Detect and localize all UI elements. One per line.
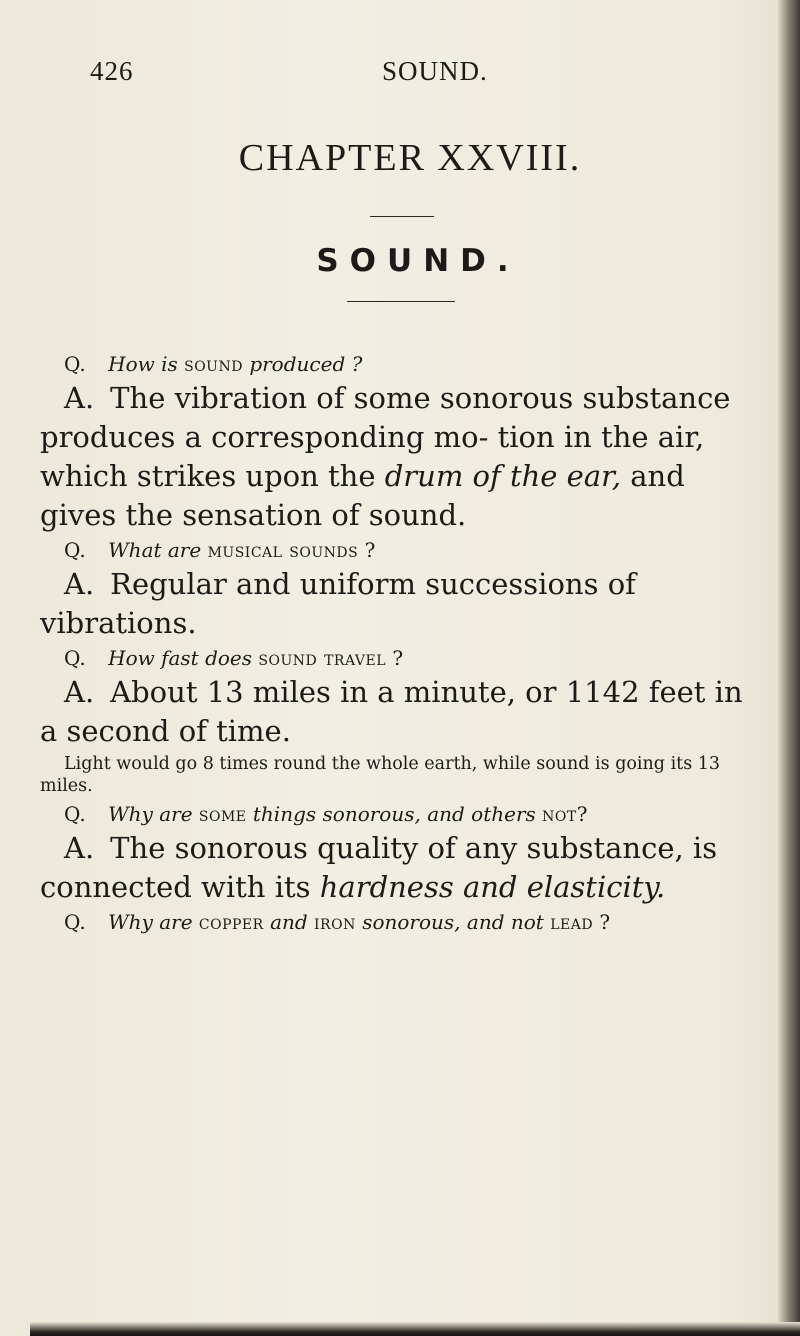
question-label: Q. (64, 538, 86, 562)
question-text: ? (364, 538, 376, 562)
question-5 (40, 907, 752, 937)
question-text: How is (108, 352, 178, 376)
question-text: How fast does (108, 646, 253, 670)
question-label: Q. (64, 910, 86, 934)
question-4 (40, 799, 752, 829)
answer-2 (40, 565, 752, 643)
answer-text: and gives the sensation of sound. (40, 459, 685, 532)
question-keyword: not (542, 802, 577, 826)
question-text: ? (576, 802, 588, 826)
question-1 (40, 349, 752, 379)
answer-4 (40, 829, 752, 907)
question-text: ? (392, 646, 404, 670)
answer-text: About 13 miles in a minute, or 1142 feet in a second of time. (40, 675, 743, 748)
answer-label: A. (64, 567, 95, 601)
answer-emphasis: hardness and elasticity. (319, 870, 666, 904)
rule-above-title (370, 216, 434, 217)
question-text: things sonorous, and others (252, 802, 536, 826)
answer-text: The vibration of some sonorous substance produces a corresponding mo- tion in the air, which strikes upon the (40, 381, 731, 493)
answer-3 (40, 673, 752, 751)
question-keyword: sound travel (258, 646, 386, 670)
question-text: and (270, 910, 308, 934)
question-keyword: lead (550, 910, 594, 934)
body-text (40, 349, 752, 937)
question-text: ? (599, 910, 611, 934)
question-keyword: musical sounds (207, 538, 359, 562)
page-edge-shadow (778, 0, 800, 1336)
question-text: Why are (108, 802, 193, 826)
answer-emphasis: drum of the ear, (384, 459, 622, 493)
question-text: Why are (108, 910, 193, 934)
answer-label: A. (64, 381, 95, 415)
rule-below-title (347, 301, 455, 302)
answer-label: A. (64, 831, 95, 865)
answer-label: A. (64, 675, 95, 709)
answer-text: The sonorous quality of any substance, is connected with its (40, 831, 718, 904)
page-bottom-shadow (30, 1322, 800, 1336)
question-keyword: copper (198, 910, 264, 934)
running-title: SOUND. (382, 56, 488, 86)
question-text: sonorous, and not (362, 910, 544, 934)
question-2 (40, 535, 752, 565)
chapter-heading: CHAPTER XXVIII. (238, 137, 582, 179)
answer-text: Regular and uniform successions of vibrations. (40, 567, 636, 640)
page-number: 426 (90, 56, 134, 86)
section-title: SOUND. (316, 243, 520, 279)
question-keyword: iron (314, 910, 356, 934)
footnote-text: Light would go 8 times round the whole earth, while sound is going its 13 miles. (40, 754, 721, 796)
answer-1 (40, 379, 752, 535)
question-label: Q. (64, 352, 86, 376)
question-keyword: sound (184, 352, 243, 376)
question-text: produced ? (249, 352, 363, 376)
question-text: What are (108, 538, 202, 562)
question-label: Q. (64, 646, 86, 670)
running-head (90, 56, 730, 96)
question-keyword: some (198, 802, 247, 826)
question-label: Q. (64, 802, 86, 826)
question-3 (40, 643, 752, 673)
